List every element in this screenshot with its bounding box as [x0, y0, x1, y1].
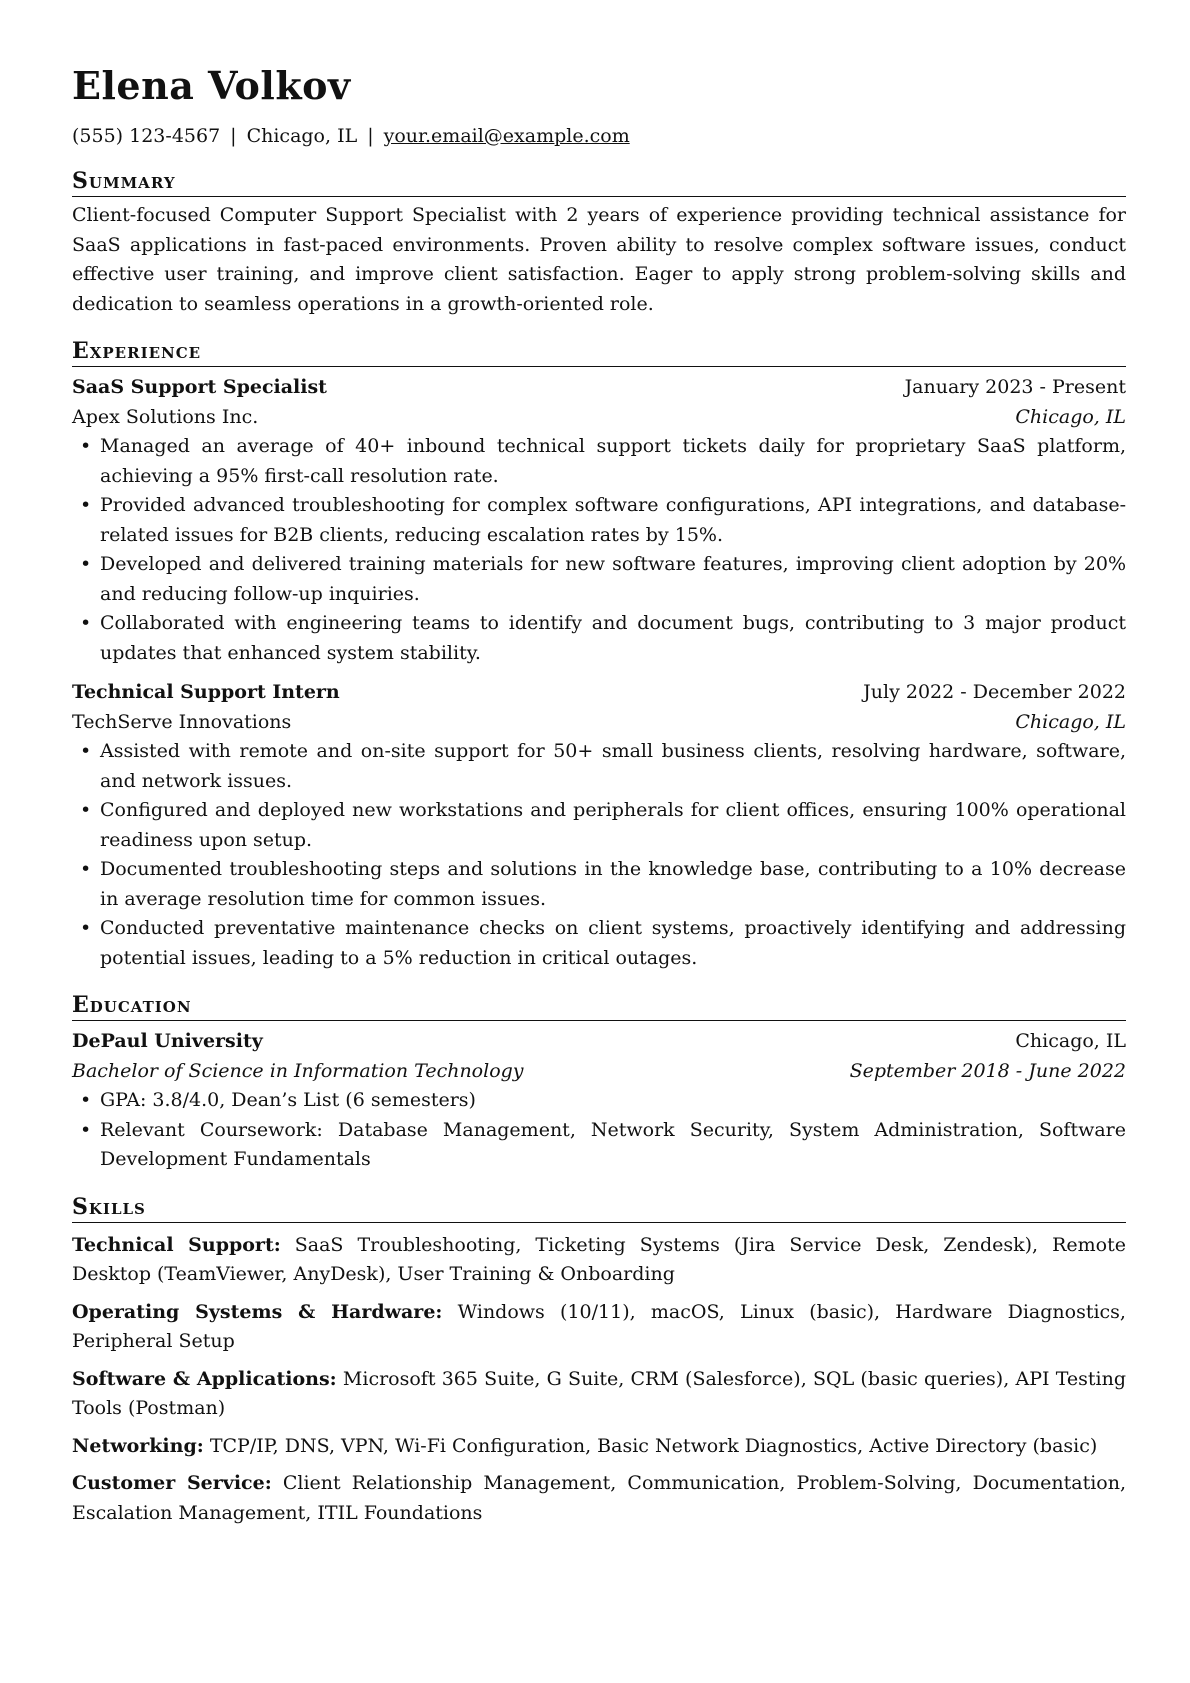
skill-value: TCP/IP, DNS, VPN, Wi-Fi Configuration, Basic Network Diagnostics, Active Directory (basic)	[209, 1434, 1098, 1457]
bullet-text: Assisted with remote and on-site support for 50+ small business clients, resolving hardware, software, and network issues.	[100, 740, 1126, 792]
skill-label: Operating Systems & Hardware:	[72, 1300, 443, 1323]
education-bullets	[72, 1086, 1126, 1175]
education-dates: September 2018 - June 2022	[849, 1059, 1126, 1082]
bullet-icon: •	[80, 494, 92, 516]
bullet-icon: •	[80, 553, 92, 575]
skill-label: Networking:	[72, 1434, 204, 1457]
list-item	[72, 550, 1126, 609]
skill-row	[72, 1231, 1126, 1290]
list-item	[72, 737, 1126, 796]
job-company-row	[72, 403, 1126, 433]
list-item	[72, 491, 1126, 550]
job-company: TechServe Innovations	[72, 710, 292, 733]
job-dates: January 2023 - Present	[904, 376, 1126, 398]
skill-row	[72, 1469, 1126, 1528]
list-item	[72, 914, 1126, 973]
contact-separator: |	[230, 125, 237, 147]
bullet-icon: •	[80, 612, 92, 634]
bullet-text: Conducted preventative maintenance checks on client systems, proactively identifying and addressing potential issues, leading to a 5% reduction in critical outages.	[100, 917, 1126, 969]
job-location: Chicago, IL	[1015, 710, 1126, 733]
list-item	[72, 432, 1126, 491]
section-title-skills: Skills	[72, 1193, 1126, 1223]
list-item	[72, 609, 1126, 668]
job-dates: July 2022 - December 2022	[863, 681, 1126, 703]
job-company-row	[72, 708, 1126, 738]
skill-label: Technical Support:	[72, 1233, 281, 1256]
skill-label: Customer Service:	[72, 1472, 272, 1494]
section-title-education: Education	[72, 991, 1126, 1021]
education-entry	[72, 1027, 1126, 1175]
list-item	[72, 1116, 1126, 1175]
skill-row	[72, 1365, 1126, 1424]
list-item	[72, 855, 1126, 914]
skill-row	[72, 1432, 1126, 1462]
bullet-icon: •	[80, 740, 92, 762]
email-link[interactable]: your.email@example.com	[383, 125, 630, 147]
bullet-icon: •	[80, 858, 92, 880]
bullet-text: GPA: 3.8/4.0, Dean’s List (6 semesters)	[100, 1089, 476, 1111]
bullet-text: Managed an average of 40+ inbound technical support tickets daily for proprietary SaaS platform, achieving a 95% first-call resolution rate.	[100, 435, 1126, 487]
skill-value: Microsoft 365 Suite, G Suite, CRM (Salesforce), SQL (basic queries), API Testing Tools (Postman)	[72, 1367, 1127, 1419]
skill-value: Client Relationship Management, Communication, Problem-Solving, Documentation, Escalation Management, ITIL Foundations	[72, 1472, 1127, 1524]
bullet-text: Relevant Coursework: Database Management, Network Security, System Administration, Software Development Fundamentals	[100, 1118, 1126, 1170]
bullet-text: Provided advanced troubleshooting for complex software configurations, API integrations, and database-related issues for B2B clients, reducing escalation rates by 15%.	[100, 494, 1126, 546]
skills-section	[72, 1193, 1126, 1529]
bullet-icon: •	[80, 1089, 92, 1111]
degree-row	[72, 1057, 1126, 1087]
section-title-experience: Experience	[72, 337, 1126, 367]
job-bullets	[72, 737, 1126, 973]
job-header-row	[72, 373, 1126, 403]
job-role: SaaS Support Specialist	[72, 376, 327, 398]
list-item	[72, 796, 1126, 855]
school-location: Chicago, IL	[1015, 1030, 1126, 1052]
job-header-row	[72, 678, 1126, 708]
job-entry	[72, 373, 1126, 668]
summary-section	[72, 167, 1126, 319]
bullet-text: Developed and delivered training materials for new software features, improving client adoption by 20% and reducing follow-up inquiries.	[100, 553, 1126, 605]
bullet-text: Configured and deployed new workstations and peripherals for client offices, ensuring 100% operational readiness upon setup.	[100, 799, 1126, 851]
experience-section	[72, 337, 1126, 973]
section-title-summary: Summary	[72, 167, 1126, 197]
bullet-text: Collaborated with engineering teams to identify and document bugs, contributing to 3 major product updates that enhanced system stability.	[100, 612, 1126, 664]
contact-line	[72, 123, 1126, 149]
job-role: Technical Support Intern	[72, 681, 340, 703]
bullet-icon: •	[80, 799, 92, 821]
contact-separator: |	[367, 125, 374, 147]
bullet-icon: •	[80, 435, 92, 457]
phone-number: (555) 123-4567	[72, 125, 221, 147]
skill-value: SaaS Troubleshooting, Ticketing Systems (Jira Service Desk, Zendesk), Remote Desktop (TeamViewer, AnyDesk), User Training & Onboarding	[72, 1233, 1126, 1285]
candidate-name: Elena Volkov	[72, 63, 351, 108]
education-section	[72, 991, 1126, 1175]
list-item	[72, 1086, 1126, 1116]
location-text: Chicago, IL	[246, 125, 358, 147]
bullet-icon: •	[80, 917, 92, 939]
job-entry	[72, 678, 1126, 973]
job-bullets	[72, 432, 1126, 668]
bullet-icon: •	[80, 1118, 92, 1141]
job-company: Apex Solutions Inc.	[72, 405, 259, 428]
degree-name: Bachelor of Science in Information Technology	[72, 1059, 524, 1082]
summary-text: Client-focused Computer Support Specialist with 2 years of experience providing technical assistance for SaaS applications in fast-paced environments. Proven ability to resolve complex software issues, conduct effective user training, and improve client satisfaction. Eager to apply strong problem-solving skills and dedication to seamless operations in a growth-oriented role.	[72, 204, 1126, 315]
job-location: Chicago, IL	[1015, 405, 1126, 428]
bullet-text: Documented troubleshooting steps and solutions in the knowledge base, contributing to a 10% decrease in average resolution time for common issues.	[100, 858, 1126, 910]
skill-value: Windows (10/11), macOS, Linux (basic), Hardware Diagnostics, Peripheral Setup	[72, 1300, 1126, 1352]
skill-row	[72, 1298, 1126, 1357]
school-name: DePaul University	[72, 1030, 263, 1052]
skill-label: Software & Applications:	[72, 1367, 337, 1390]
school-row	[72, 1027, 1126, 1057]
